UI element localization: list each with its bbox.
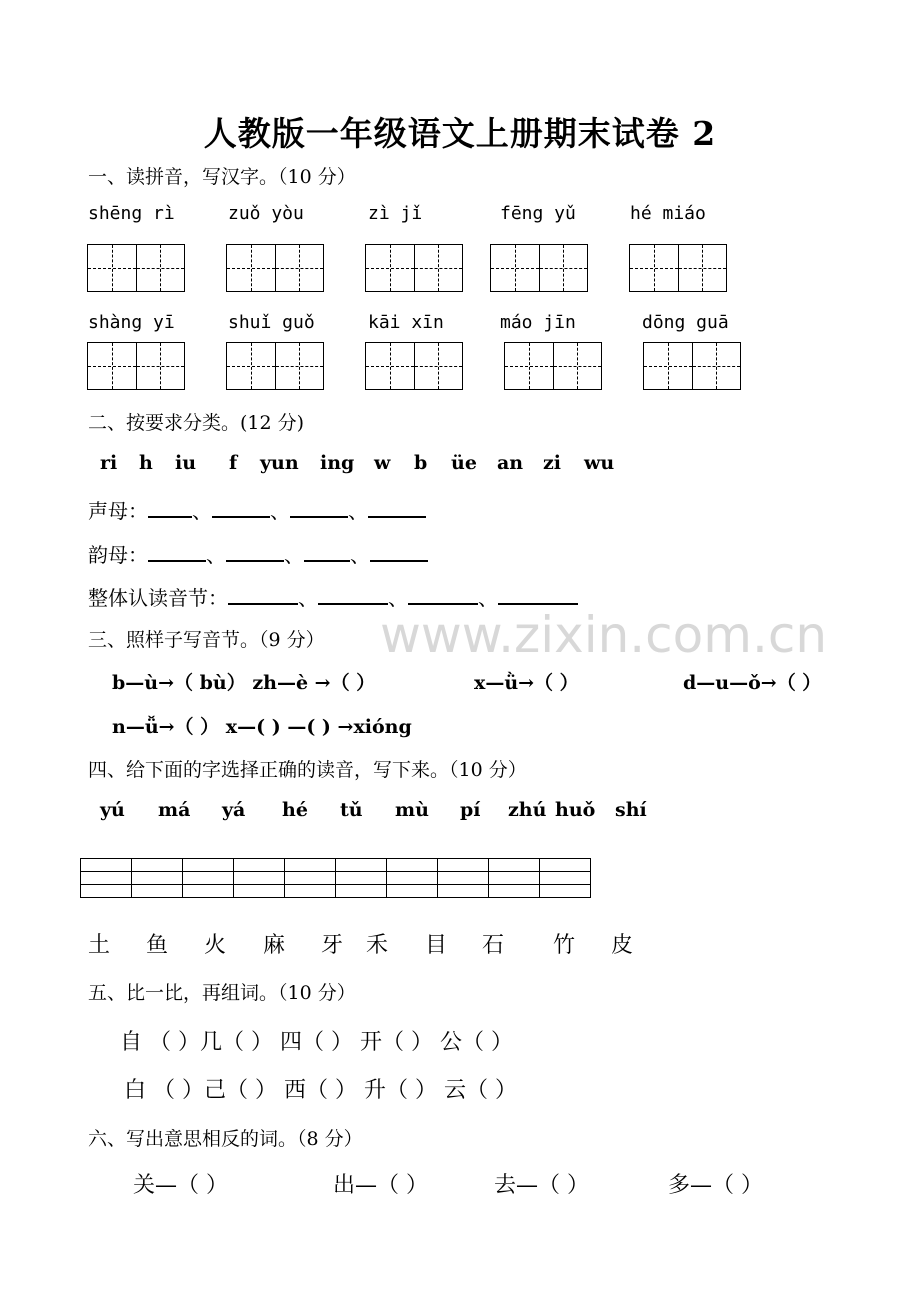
grid-cell[interactable]	[387, 885, 438, 898]
grid-cell[interactable]	[489, 885, 540, 898]
answer-blank[interactable]	[368, 498, 426, 518]
answer-blank[interactable]	[148, 542, 206, 562]
grid-row	[81, 859, 591, 872]
separator: 、	[206, 543, 226, 567]
character-item: 皮	[611, 933, 634, 958]
letter-item: f	[229, 452, 238, 474]
separator: 、	[350, 543, 370, 567]
pinyin-prompt: máo jīn	[500, 312, 576, 333]
writing-box[interactable]	[365, 342, 463, 390]
answer-grid	[80, 858, 591, 898]
character-item: 牙	[321, 933, 344, 958]
pinyin-prompt: shàng yī	[88, 312, 175, 333]
pinyin-option: tǔ	[340, 799, 363, 821]
letter-item: zi	[543, 452, 562, 474]
antonym-item: 关—（ ）	[133, 1173, 228, 1198]
pinyin-prompt: zuǒ yòu	[228, 203, 304, 224]
answer-blank[interactable]	[290, 498, 348, 518]
grid-cell[interactable]	[234, 872, 285, 885]
grid-cell[interactable]	[183, 885, 234, 898]
answer-blank[interactable]	[212, 498, 270, 518]
syllable-exercise: d—u—ǒ→（ ）	[683, 672, 822, 694]
pinyin-prompt: zì jǐ	[368, 203, 423, 224]
section-4-heading: 四、给下面的字选择正确的读音，写下来。（10 分）	[88, 759, 527, 781]
pinyin-option: má	[158, 799, 191, 821]
pinyin-option: shí	[615, 799, 647, 821]
grid-cell[interactable]	[540, 885, 591, 898]
separator: 、	[478, 586, 498, 610]
grid-cell[interactable]	[183, 872, 234, 885]
section-2-heading: 二、按要求分类。(12 分)	[88, 412, 305, 434]
grid-cell[interactable]	[540, 859, 591, 872]
grid-cell[interactable]	[489, 872, 540, 885]
shengmu-row	[88, 495, 426, 524]
pinyin-option: yá	[222, 799, 246, 821]
syllable-exercise: x—ǜ→（ ）	[474, 672, 579, 694]
letter-item: ri	[100, 452, 118, 474]
grid-cell[interactable]	[285, 872, 336, 885]
letter-item: yun	[260, 452, 299, 474]
antonym-item: 出—（ ）	[333, 1173, 428, 1198]
compare-line-1: 自 （ ）几（ ） 四（ ） 开（ ） 公（ ）	[120, 1030, 513, 1055]
writing-box[interactable]	[226, 342, 324, 390]
grid-cell[interactable]	[132, 859, 183, 872]
letter-item: üe	[451, 452, 477, 474]
grid-cell[interactable]	[81, 859, 132, 872]
shengmu-label: 声母：	[88, 499, 148, 523]
yunmu-label: 韵母：	[88, 543, 148, 567]
grid-cell[interactable]	[540, 872, 591, 885]
pinyin-option: yú	[100, 799, 125, 821]
grid-cell[interactable]	[336, 872, 387, 885]
grid-cell[interactable]	[336, 859, 387, 872]
writing-box[interactable]	[87, 244, 185, 292]
character-item: 麻	[263, 933, 286, 958]
zhengti-label: 整体认读音节：	[88, 586, 228, 610]
section-3-heading: 三、照样子写音节。（9 分）	[88, 629, 325, 651]
antonym-item: 去—（ ）	[494, 1173, 589, 1198]
writing-box[interactable]	[226, 244, 324, 292]
letter-item: an	[497, 452, 524, 474]
pinyin-prompt: fēng yǔ	[500, 203, 576, 224]
answer-blank[interactable]	[226, 542, 284, 562]
grid-cell[interactable]	[234, 859, 285, 872]
grid-cell[interactable]	[183, 859, 234, 872]
separator: 、	[298, 586, 318, 610]
watermark: www.zixin.com.cn	[380, 606, 828, 664]
letter-item: b	[414, 452, 428, 474]
antonym-item: 多—（ ）	[668, 1173, 763, 1198]
answer-blank[interactable]	[408, 585, 478, 605]
grid-cell[interactable]	[387, 872, 438, 885]
grid-cell[interactable]	[438, 872, 489, 885]
grid-row	[81, 872, 591, 885]
grid-cell[interactable]	[489, 859, 540, 872]
character-item: 竹	[553, 933, 576, 958]
writing-box[interactable]	[87, 342, 185, 390]
writing-box[interactable]	[504, 342, 602, 390]
pinyin-option: huǒ	[555, 799, 596, 821]
answer-blank[interactable]	[228, 585, 298, 605]
separator: 、	[348, 499, 368, 523]
pinyin-option: pí	[460, 799, 481, 821]
grid-cell[interactable]	[285, 885, 336, 898]
grid-cell[interactable]	[132, 872, 183, 885]
answer-blank[interactable]	[370, 542, 428, 562]
character-item: 石	[482, 933, 505, 958]
page-title: 人教版一年级语文上册期末试卷 2	[203, 114, 717, 153]
pinyin-option: zhú	[508, 799, 547, 821]
grid-cell[interactable]	[336, 885, 387, 898]
section-6-heading: 六、写出意思相反的词。（8 分）	[88, 1128, 363, 1150]
letter-item: ing	[320, 452, 355, 474]
writing-box[interactable]	[365, 244, 463, 292]
pinyin-prompt: shuǐ guǒ	[228, 312, 315, 333]
separator: 、	[284, 543, 304, 567]
grid-row	[81, 885, 591, 898]
letter-item: h	[139, 452, 153, 474]
grid-cell[interactable]	[81, 885, 132, 898]
writing-box[interactable]	[643, 342, 741, 390]
character-item: 鱼	[146, 933, 169, 958]
separator: 、	[270, 499, 290, 523]
letter-item: w	[374, 452, 391, 474]
syllable-exercise: n—ǚ→（ ） x—( ) —( ) →xióng	[112, 716, 412, 738]
grid-cell[interactable]	[132, 885, 183, 898]
character-item: 禾	[366, 933, 389, 958]
writing-box[interactable]	[490, 244, 588, 292]
character-item: 目	[425, 933, 448, 958]
grid-cell[interactable]	[285, 859, 336, 872]
pinyin-prompt: hé miáo	[630, 203, 706, 224]
character-item: 土	[88, 933, 111, 958]
section-5-heading: 五、比一比，再组词。（10 分）	[88, 982, 356, 1004]
writing-box[interactable]	[629, 244, 727, 292]
pinyin-prompt: kāi xīn	[368, 312, 444, 333]
pinyin-prompt: dōng guā	[642, 312, 729, 333]
section-1-heading: 一、读拼音，写汉字。（10 分）	[88, 166, 356, 188]
compare-line-2: 白 （ ）己（ ） 西（ ） 升（ ） 云（ ）	[124, 1078, 517, 1103]
grid-cell[interactable]	[234, 885, 285, 898]
zhengti-row	[88, 582, 578, 611]
pinyin-option: mù	[395, 799, 429, 821]
answer-blank[interactable]	[498, 585, 578, 605]
pinyin-prompt: shēng rì	[88, 203, 175, 224]
grid-cell[interactable]	[438, 885, 489, 898]
grid-cell[interactable]	[81, 872, 132, 885]
yunmu-row	[88, 539, 428, 568]
answer-blank[interactable]	[304, 542, 350, 562]
grid-cell[interactable]	[438, 859, 489, 872]
character-item: 火	[204, 933, 227, 958]
letter-item: iu	[175, 452, 197, 474]
answer-blank[interactable]	[318, 585, 388, 605]
letter-item: wu	[584, 452, 615, 474]
grid-cell[interactable]	[387, 859, 438, 872]
pinyin-option: hé	[282, 799, 308, 821]
separator: 、	[192, 499, 212, 523]
syllable-example: b—ù→（ bù） zh—è →（ ）	[112, 672, 376, 694]
answer-blank[interactable]	[148, 498, 192, 518]
separator: 、	[388, 586, 408, 610]
